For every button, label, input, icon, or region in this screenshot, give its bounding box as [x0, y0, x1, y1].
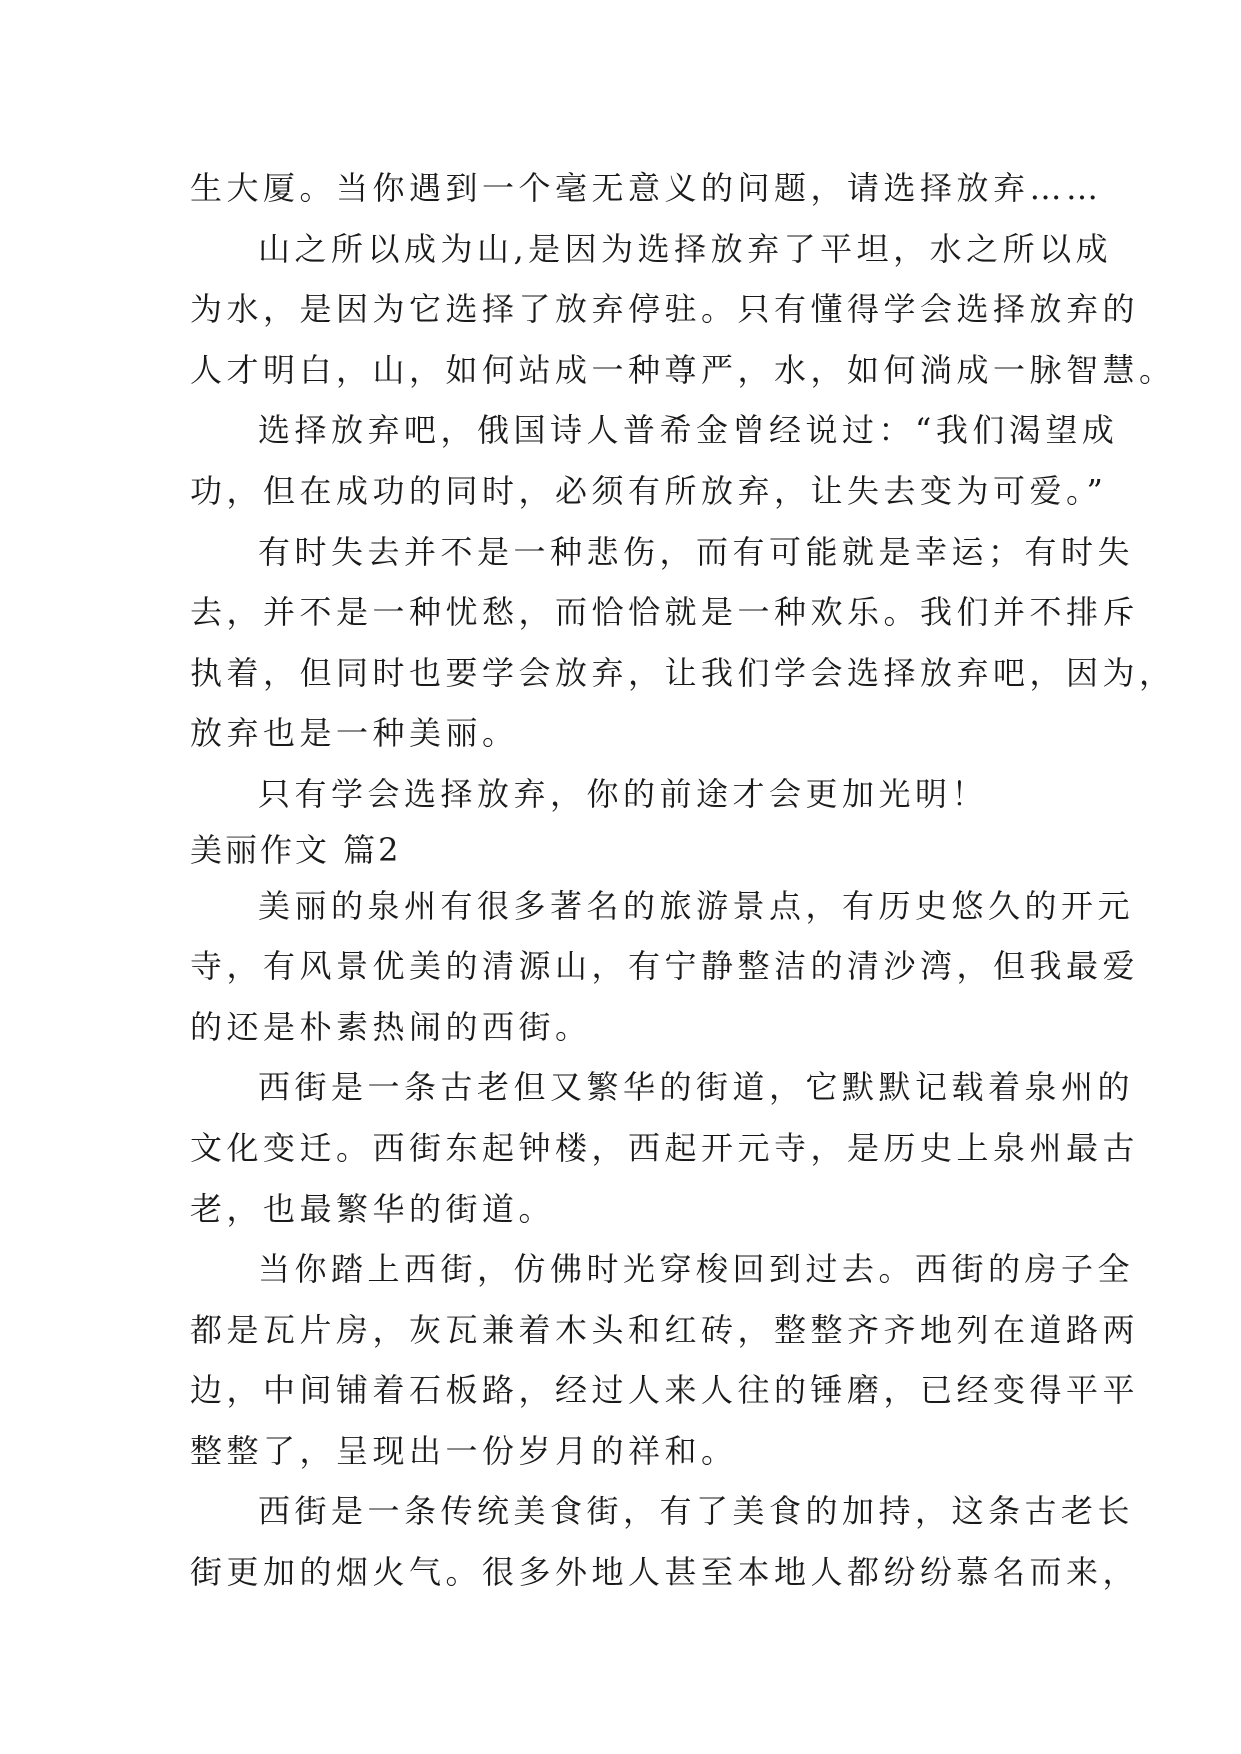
paragraph-line: 都是瓦片房，灰瓦兼着木头和红砖，整整齐齐地列在道路两 [190, 1310, 1140, 1349]
paragraph-line: 的还是朴素热闹的西街。 [190, 1007, 592, 1046]
paragraph-line: 有时失去并不是一种悲伤，而有可能就是幸运；有时失 [258, 532, 1135, 571]
paragraph-line: 街更加的烟火气。很多外地人甚至本地人都纷纷慕名而来， [190, 1553, 1140, 1592]
paragraph-line: 选择放弃吧，俄国诗人普希金曾经说过：“我们渴望成 [258, 411, 1119, 450]
paragraph-line: 文化变迁。西街东起钟楼，西起开元寺，是历史上泉州最古 [190, 1128, 1140, 1167]
paragraph-line: 放弃也是一种美丽。 [190, 714, 519, 753]
document-body [190, 158, 1176, 1603]
paragraph-line: 生大厦。当你遇到一个毫无意义的问题，请选择放弃…… [190, 169, 1103, 207]
paragraph-line: 边，中间铺着石板路，经过人来人往的锤磨，已经变得平平 [190, 1371, 1140, 1410]
paragraph-line: 功，但在成功的同时，必须有所放弃，让失去变为可爱。” [190, 471, 1108, 510]
paragraph-line: 西街是一条传统美食街，有了美食的加持，这条古老长 [258, 1492, 1135, 1531]
paragraph-line: 为水，是因为它选择了放弃停驻。只有懂得学会选择放弃的 [190, 290, 1140, 329]
paragraph-line: 当你踏上西街，仿佛时光穿梭回到过去。西街的房子全 [258, 1250, 1135, 1289]
paragraph-line: 美丽的泉州有很多著名的旅游景点，有历史悠久的开元 [258, 886, 1135, 925]
paragraph-line: 西街是一条古老但又繁华的街道，它默默记载着泉州的 [258, 1068, 1135, 1107]
paragraph-line: 人才明白，山，如何站成一种尊严，水，如何淌成一脉智慧。 [190, 350, 1176, 389]
paragraph-line: 山之所以成为山,是因为选择放弃了平坦，水之所以成 [258, 229, 1113, 268]
paragraph-line: 寺，有风景优美的清源山，有宁静整洁的清沙湾，但我最爱 [190, 947, 1140, 986]
section-heading: 美丽作文 篇2 [190, 830, 402, 869]
paragraph-line: 执着，但同时也要学会放弃，让我们学会选择放弃吧，因为， [190, 653, 1176, 692]
paragraph-line: 老，也最繁华的街道。 [190, 1189, 556, 1228]
paragraph-line: 去，并不是一种忧愁，而恰恰就是一种欢乐。我们并不排斥 [190, 593, 1140, 632]
paragraph-line: 整整了，呈现出一份岁月的祥和。 [190, 1431, 738, 1470]
paragraph-line: 只有学会选择放弃，你的前途才会更加光明！ [258, 774, 989, 813]
